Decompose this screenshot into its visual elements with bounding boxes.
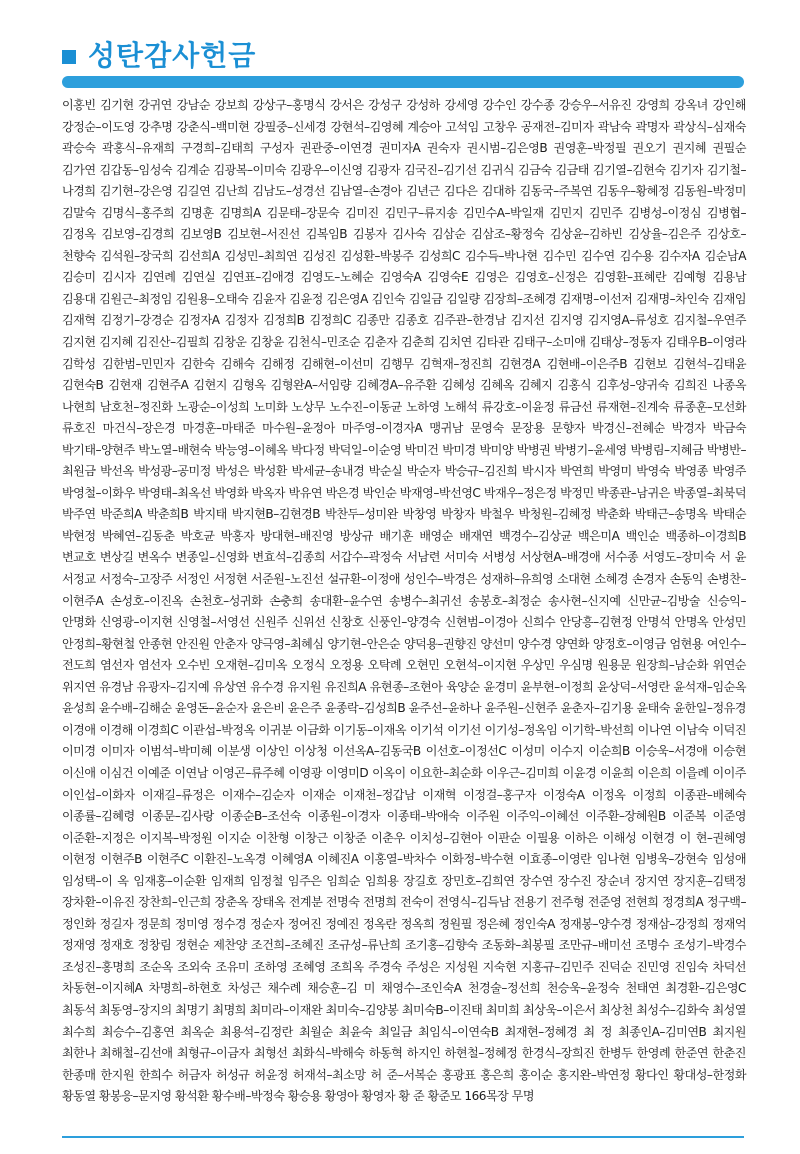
donor-names-text: 이홍빈 김기현 강귀연 강남순 강보희 강상구–홍명식 강서은 강성구 강성하 강세영 강수인 강수종 강승우–서유진 강영희 강옥녀 강인해 강정순–이도영 강추명 강춘식–백미현 강필중–신세경 강현석–김영혜 계승아 고석임 고창우 공재전–김미자 곽남숙 곽명자 곽상식–심재숙 곽승숙 곽홍식–유재희 구경희–김태희 구성자 권관중–이연경 권미자A 권숙자 권시범–김은영B 권영훈–박정필 권오기 권지혜 권필순 김가연 김갑동–임성숙 김계순 김광복–이미숙 김광우–이신영 김광자 김국진–김기선 김귀식 김금숙 김금태 김기열–김현숙 김기자 김기철–나경희 김기현–강은영 김길연 김난희 김남도–성경선 김남열–손경아 김년근 김다은 김대하 김동국–주복연 김동우–황혜정 김동원–박정미 김말숙 김명식–홍주희 김명훈 김명희A 김문태–장문숙 김미진 김민구–류지송 김민수A–박일재 김민지 김민주 김병성–이정심 김병협–김정옥 김보영–김경희 김보영B 김보현–서진선 김복임B 김봉자 김사숙 김삼순 김삼조–황정숙 김상윤–김하빈 김상율–김은주 김상호–천향숙 김석원–장국희 김선희A 김성민–최희연 김성진 김성환–박봉주 김성희C 김수득–박나현 김수민 김수연 김수용 김수자A 김순남A 김승미 김시자 김연례 김연실 김연표–김애경 김영도–노혜순 김영숙A 김영숙E 김영은 김영호–신정은 김영환–표혜란 김예형 김용남 김용대 김원근–최정임 김원용–오태숙 김윤자 김윤정 김은영A 김인숙 김일금 김일량 김장희–조혜경 김재명–이선저 김재명–차인숙 김재임 김재혁 김정기–강경순 김정자A 김정자 김정희B 김정희C 김종만 김종호 김주관–한경남 김지선 김지영 김지영A–류성호 김지철–우연주 김지현 김지혜 김진산–김필희 김창운 김창윤 김천식–민조순 김춘자 김춘희 김치연 김타관 김태구–소미애 김태상–정동자 김태우B–이영라 김학성 김한범–민민자 김한숙 김해숙 김해정 김해현–이선미 김행무 김혁재–정진희 김현경A 김현배–이은주B 김현보 김현석–김태윤 김현숙B 김현재 김현주A 김현지 김형옥 김형완A–서임량 김혜경A–유주환 김혜성 김혜옥 김혜지 김홍식 김후성–양귀숙 김희진 나종옥 나현희 남호천–정진화 노광순–이성희 노미화 노상무 노수진–이동균 노하영 노해석 류강호–이윤정 류금선 류재현–진계숙 류종훈–모선화 류호진 마건식–장은경 마경훈–마태준 마수원–윤정아 마주영–이경자A 맹귀남 문영숙 문장용 문향자 박경신–전혜순 박경자 박금숙 박기태–양현주 박노열–배현숙 박능영–이혜옥 박다정 박덕일–이순영 박미건 박미경 박미양 박병권 박병기–윤세영 박병림–지혜금 박병반–최원금 박선옥 박성광–공미정 박성은 박성환 박세균–송내경 박순실 박순자 박승규–김진희 박시자 박연희 박영미 박영숙 박영종 박영주 박영철–이화우 박영태–최옥선 박영화 박옥자 박유연 박은경 박인순 박재영–박선영C 박재우–정은정 박정민 박종관–남귀은 박종열–최북덕 박주연 박준희A 박춘희B 박지태 박지현B–김현경B 박찬두–성미완 박창영 박창자 박철우 박청원–김혜정 박춘화 박태근–송명옥 박태순 박현정 박혜연–김동춘 박호균 박홍자 방대현–배진영 방상규 배기훈 배영순 배재연 백경수–김상균 백은미A 백인순 백종하–이경희B 변교호 변상길 변옥수 변종일–신영화 변효석–김종희 서갑수–곽정숙 서남련 서미숙 서병성 서상현A–배경애 서수종 서영도–장미숙 서 윤 서정교 서정숙–고장주 서정인 서정현 서준원–노진선 설규환–이정애 성인수–박경은 성재하–유희영 소대현 소혜경 손경자 손동익 손병찬–이현주A 손성호–이진옥 손천호–성귀화 손충희 송대환–윤수연 송병수–최귀선 송봉호–최정순 송사현–신지예 신만균–김방술 신승익–안명화 신영광–이지현 신영철–서영선 신원주 신위선 신창호 신풍인–양경숙 신현범–이경아 신희수 안당흥–김현정 안명석 안명옥 안성민 안정희–황현철 안종현 안진원 안춘자 양극영–최혜심 양기현–안은순 양덕용–권향진 양선미 양수경 양연화 양정호–이영금 엄현용 여인수–전도희 염선자 염선자 오수빈 오재현–김미옥 오정식 오정용 오탁례 오현민 오현석–이지현 우상민 우심명 원용문 원장희–남순화 위연순 위지연 유경남 유광자–김지예 유상연 유수경 유지원 유진희A 유현종–조현아 육양순 윤경미 윤부현–이정희 윤상덕–서영란 윤석재–임순옥 윤성희 윤수배–김해순 윤영돈–윤순자 윤은비 윤은주 윤종락–김성희B 윤주선–윤하나 윤주원–신현주 윤춘자–김기용 윤태숙 윤한일–정유경 이경애 이경해 이경희C 이관섭–박정옥 이귀분 이금화 이기동–이재옥 이기석 이기선 이기성–정옥임 이기학–박선희 이나연 이남숙 이덕진 이미경 이미자 이범석–박미혜 이분생 이상인 이상청 이선옥A–김동국B 이선호–이정선C 이성미 이수지 이순희B 이승욱–서경애 이승현 이신애 이심건 이예준 이연남 이영곤–류주혜 이영광 이영미D 이옥이 이요한–최순화 이우근–김미희 이윤경 이윤희 이은희 이을례 이이주 이인섭–이화자 이재길–류정은 이재수–김순자 이재순 이재천–정갑남 이재혁 이정걸–홍구자 이정숙A 이정옥 이정희 이종관–배혜숙 이종률–김혜령 이종문–김사랑 이종순B–조선숙 이종원–이경자 이종태–박애숙 이주원 이주익–이혜선 이주환–장혜원B 이준복 이준영 이준환–지정은 이지복–박정원 이지순 이찬형 이창근 이창준 이춘우 이치성–김현아 이판순 이필용 이하은 이해성 이현경 이 현–권혜영 이현정 이현주B 이현주C 이환진–노옥경 이혜영A 이혜진A 이홍열–박차수 이화정–박수현 이효종–이영란 임나현 임병욱–강현숙 임성애 임성택–이 옥 임재홍–이순환 임재희 임정철 임주은 임희순 임희용 장길호 장민호–김희연 장수연 장수진 장순녀 장지연 장지훈–김택정 장차환–이유진 장찬희–인근희 장춘옥 장태옥 전계분 전명숙 전명희 전숙이 전영식–김득남 전용기 전주형 전준영 전현희 정경희A 정구백–정인화 정길자 정문희 정미영 정수경 정순자 정여진 정예진 정옥란 정옥희 정원필 정은혜 정인숙A 정재봉–양수경 정재삼–강정희 정재억 정재영 정재호 정창림 정현순 제찬양 조건희–조혜진 조규성–류난희 조기홍–김향숙 조동화–최봉필 조만규–배미선 조명수 조성기–박경수 조성진–홍명희 조순옥 조외숙 조유미 조하영 조혜영 조희옥 주경숙 주성은 지성원 지숙현 지홍규–김민주 진덕순 진민영 진임숙 차덕선 차동현–이지혜A 차명희–하현호 차성근 채수례 채승훈–김 미 채영수–조인숙A 천경술–정선희 천승욱–윤정숙 천태연 최경환–김은영C 최동석 최동영–장지의 최명기 최명희 최미라–이재완 최미숙–김양봉 최미숙B–이진태 최미희 최상욱–이은서 최상천 최성수–김화숙 최성열 최수희 최승수–김홍연 최옥순 최용석–김정란 최월순 최윤숙 최일금 최임식–이연숙B 최재현–정혜경 최 정 최종인A–김미연B 최지원 최한나 최해철–김선애 최형규–이금자 최형선 최화식–박해숙 하동혁 하지인 하현철–정혜정 한경식–장희진 한병두 한영례 한준연 한춘진 한종매 한지원 한희수 허금자 허성규 허윤정 허재석–최소망 허 준–서복순 홍광표 홍은희 홍이순 홍지완–박연정 황다인 황대성–한정화 황동열 황봉응–문지영 황석환 황수배–박정숙 황승용 황영아 황영자 황 준 황준모 166목장 무명 (62, 98, 746, 1104)
title-divider-bar (62, 76, 744, 88)
page-header (62, 34, 762, 74)
square-bullet-icon (62, 50, 76, 64)
donor-list (62, 95, 746, 1108)
page-title: 성탄감사헌금 (88, 39, 257, 72)
bottom-divider (62, 1136, 744, 1138)
